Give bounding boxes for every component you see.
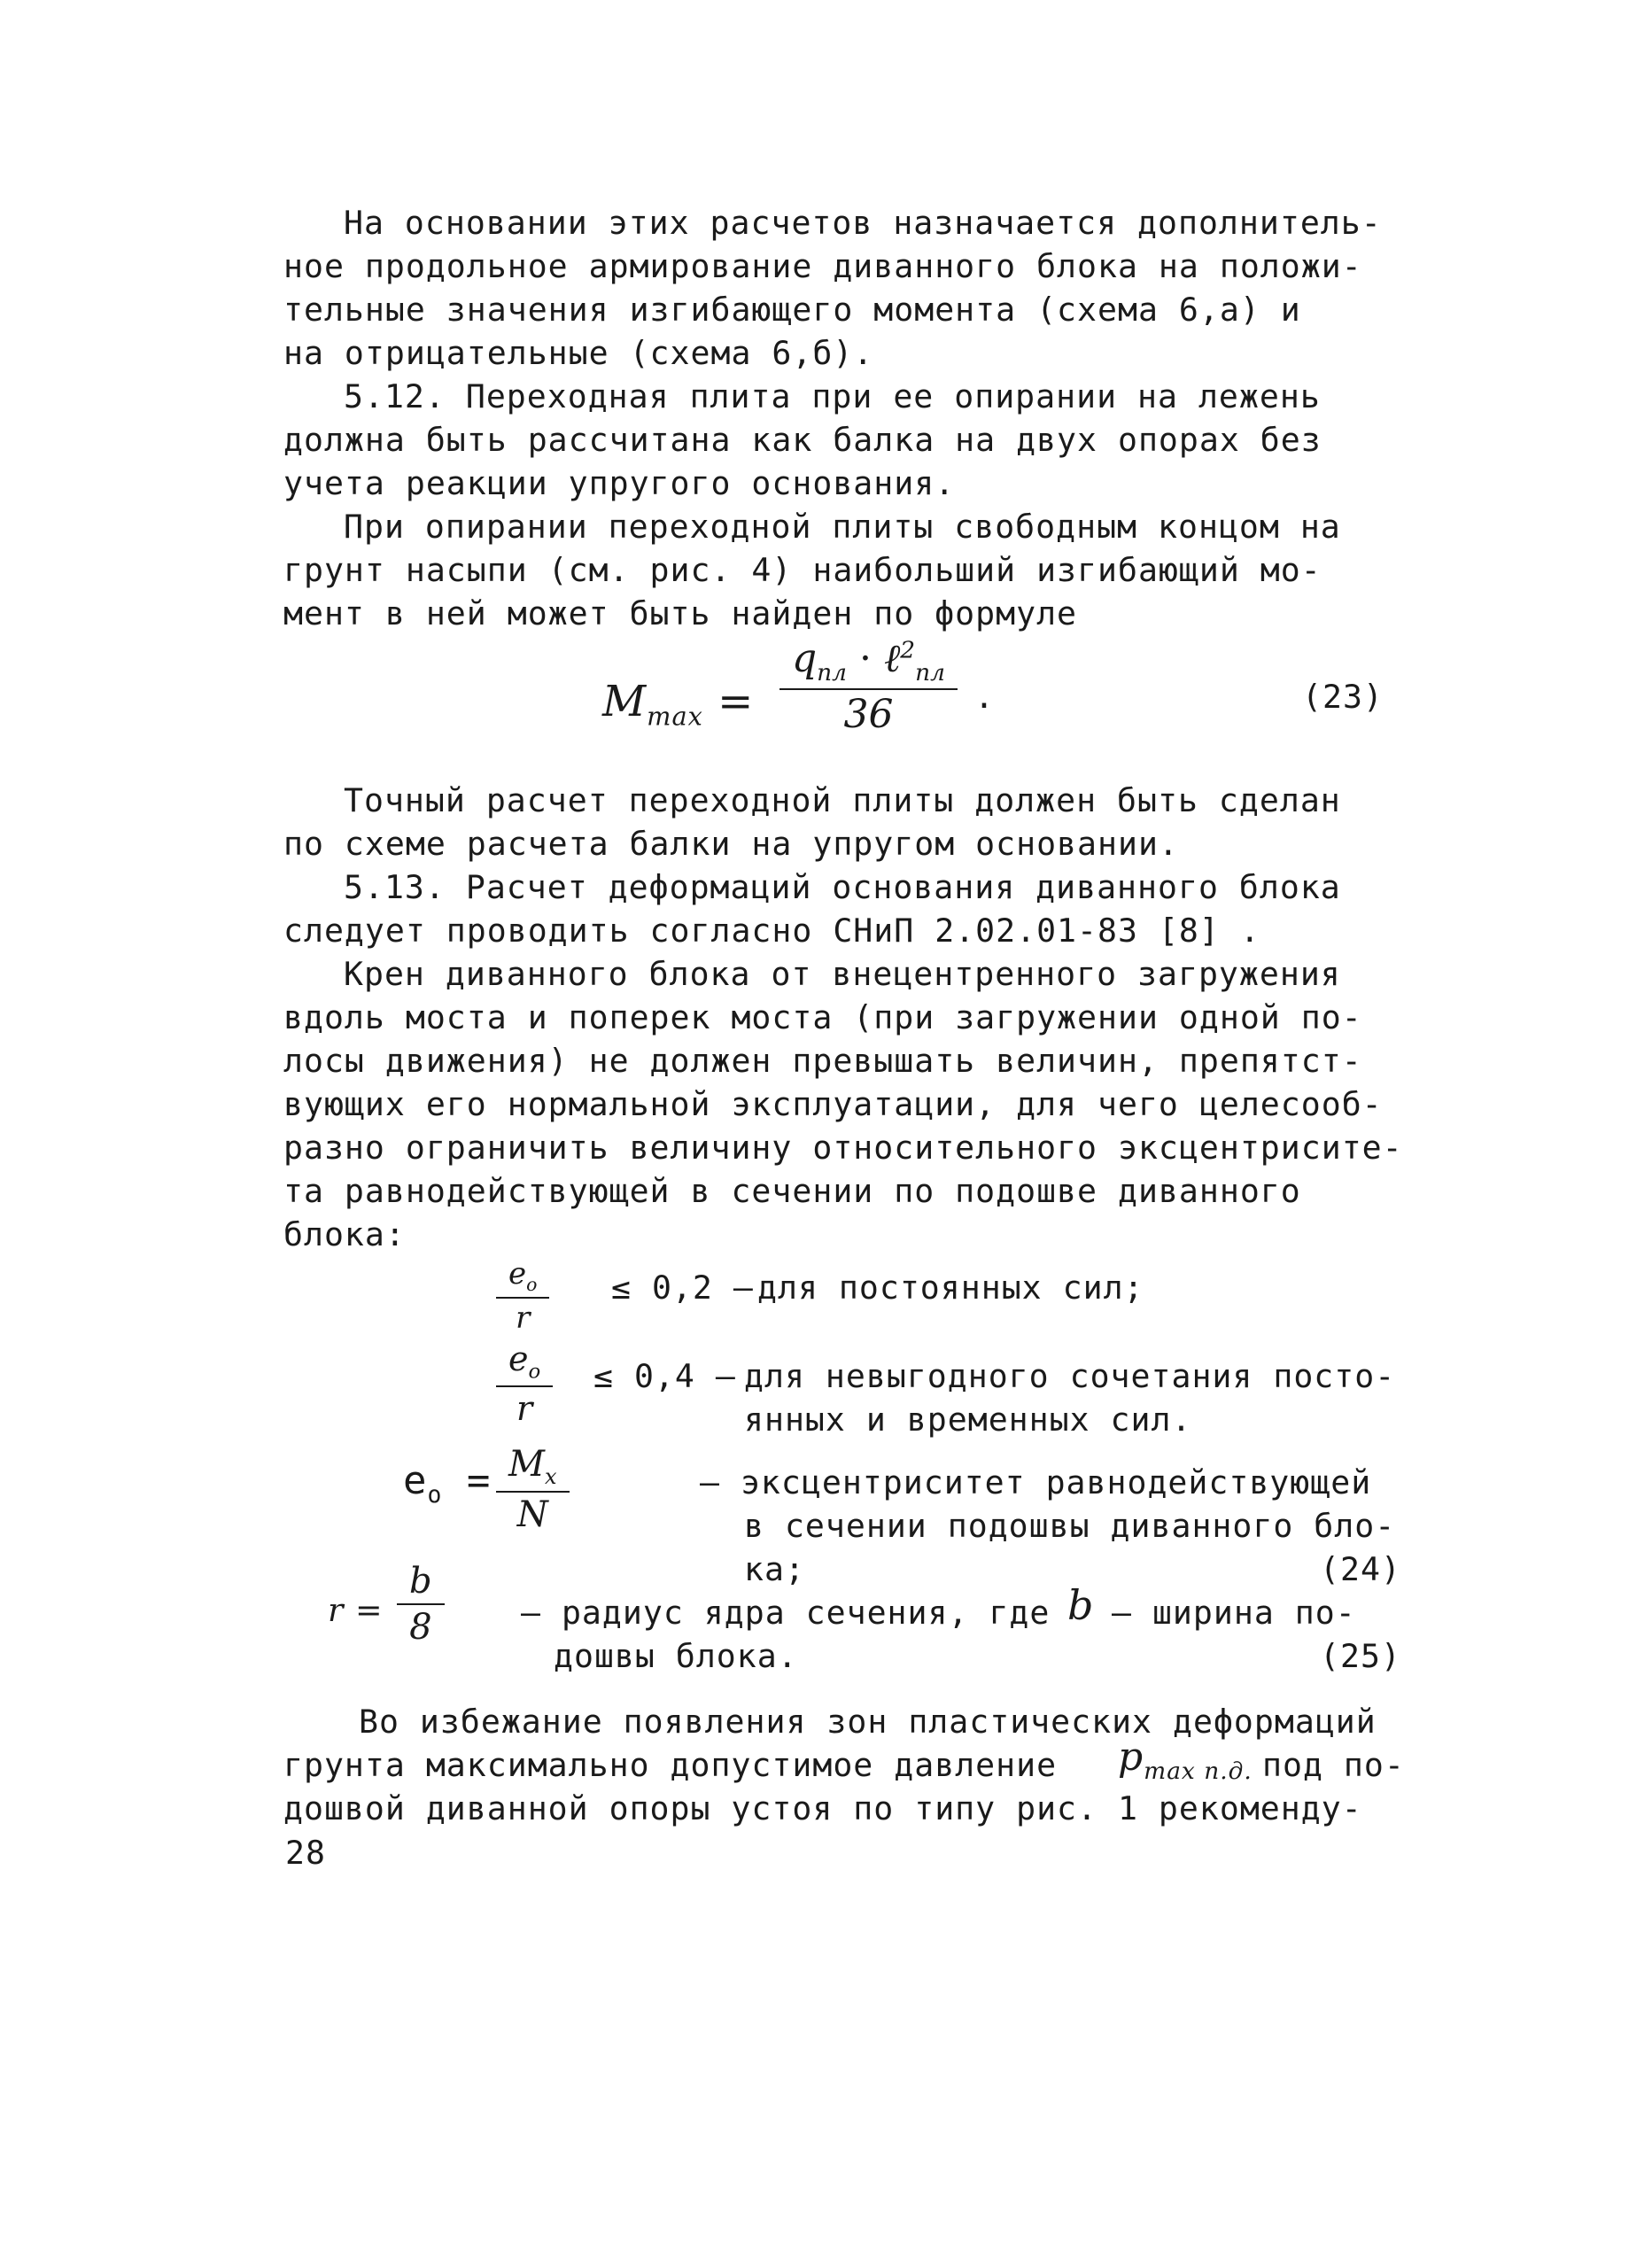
condition-text: для постоянных сил; bbox=[757, 1269, 1144, 1307]
text-line: должна быть рассчитана как балка на двух опорах без bbox=[283, 421, 1322, 459]
pmax-symbol: $p_{max п.д.}$ bbox=[1118, 1734, 1253, 1785]
text-line: вдоль моста и поперек моста (при загружении одной по- bbox=[283, 998, 1362, 1036]
text-line: вующих его нормальной эксплуатации, для чего целесооб- bbox=[283, 1085, 1383, 1123]
formula-fraction: $\frac{b}{8}$ bbox=[397, 1561, 445, 1648]
text-line: мент в ней может быть найден по формуле bbox=[283, 594, 1078, 632]
text-line: ное продольное армирование диванного блока на положи- bbox=[283, 247, 1362, 285]
text-line: лосы движения) не должен превышать величин, препятст- bbox=[283, 1042, 1362, 1080]
formula-desc-symbol: b bbox=[1067, 1581, 1095, 1629]
formula-desc: – ширина по- bbox=[1112, 1594, 1356, 1632]
condition-text: янных и временных сил. bbox=[744, 1400, 1192, 1439]
formula-dot: . bbox=[974, 678, 995, 716]
text-line: под по- bbox=[1262, 1746, 1405, 1784]
condition-relation: ≤ 0,2 – bbox=[611, 1269, 754, 1307]
condition-relation: ≤ 0,4 – bbox=[593, 1357, 736, 1395]
text-line: на отрицательные (схема 6,б). bbox=[283, 334, 874, 372]
formula-lhs: $e_o$ = bbox=[403, 1458, 492, 1509]
formula-desc: – эксцентриситет равнодействующей bbox=[700, 1463, 1372, 1501]
formula-number: (25) bbox=[1320, 1637, 1401, 1675]
formula-lhs: r = bbox=[328, 1591, 384, 1629]
text-line: При опирании переходной плиты свободным концом на bbox=[344, 508, 1341, 546]
formula-desc: дошвы блока. bbox=[554, 1637, 798, 1675]
text-line: грунта максимально допустимое давление bbox=[283, 1746, 1058, 1784]
formula-fraction: $q_{пл}$ · ℓ$^2_{пл}$ 36 bbox=[779, 636, 958, 737]
text-line: разно ограничить величину относительного эксцентрисите- bbox=[283, 1129, 1403, 1167]
text-line: по схеме расчета балки на упругом основании. bbox=[283, 825, 1179, 863]
text-line: та равнодействующей в сечении по подошве диванного bbox=[283, 1172, 1301, 1210]
condition-text: для невыгодного сочетания посто- bbox=[744, 1357, 1396, 1395]
text-line: блока: bbox=[283, 1215, 406, 1253]
text-line: следует проводить согласно СНиП 2.02.01-83 [8] . bbox=[283, 912, 1260, 950]
formula-number: (23) bbox=[1302, 678, 1384, 716]
page-number: 28 bbox=[285, 1834, 326, 1872]
formula-desc: – радиус ядра сечения, где bbox=[521, 1594, 1051, 1632]
text-line: Крен диванного блока от внецентренного загружения bbox=[344, 955, 1341, 993]
text-line: дошвой диванной опоры устоя по типу рис. 1 рекоменду- bbox=[283, 1789, 1362, 1827]
text-line: 5.13. Расчет деформаций основания диванного блока bbox=[344, 868, 1341, 906]
formula-lhs: $M_{max}$ = bbox=[602, 677, 755, 732]
text-line: учета реакции упругого основания. bbox=[283, 464, 956, 502]
formula-desc: ка; bbox=[744, 1550, 805, 1588]
text-line: На основании этих расчетов назначается дополнитель- bbox=[344, 204, 1382, 242]
text-line: Точный расчет переходной плиты должен быть сделан bbox=[344, 781, 1341, 819]
formula-desc: в сечении подошвы диванного бло- bbox=[744, 1507, 1396, 1545]
text-line: 5.12. Переходная плита при ее опирании на лежень bbox=[344, 377, 1321, 415]
condition-fraction: $\frac{e_o}{r}$ bbox=[496, 1256, 549, 1336]
formula-number: (24) bbox=[1320, 1550, 1401, 1588]
text-line: тельные значения изгибающего момента (схема 6,а) и bbox=[283, 291, 1301, 329]
text-line: грунт насыпи (см. рис. 4) наибольший изгибающий мо- bbox=[283, 551, 1322, 589]
formula-fraction: $\frac{M_x}{N}$ bbox=[496, 1444, 570, 1535]
condition-fraction: $\frac{e_o}{r}$ bbox=[496, 1339, 553, 1428]
text-line: Во избежание появления зон пластических деформаций bbox=[359, 1703, 1377, 1741]
